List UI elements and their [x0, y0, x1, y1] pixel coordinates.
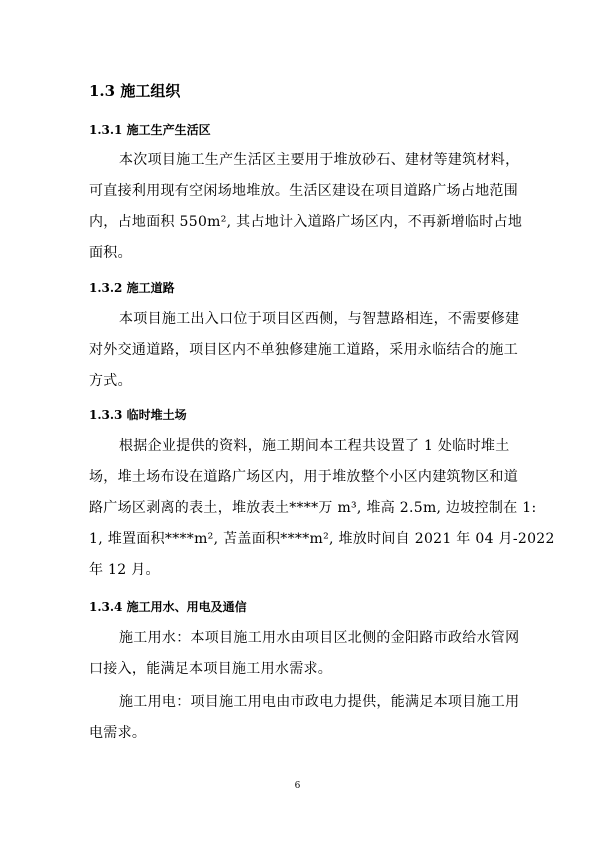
paragraph-line: 可直接利用现有空闲场地堆放。生活区建设在项目道路广场占地范围 [89, 183, 518, 199]
subsection-heading-road: 1.3.2 施工道路 [89, 281, 175, 295]
page-number: 6 [294, 781, 301, 791]
paragraph-line: 面积。 [89, 245, 132, 261]
paragraph-line: 1, 堆置面积****m², 苫盖面积****m², 堆放时间自 2021 年 04 月-2022 [89, 531, 555, 547]
section-heading: 1.3 施工组织 [89, 82, 181, 100]
paragraph-line: 本次项目施工生产生活区主要用于堆放砂石、建材等建筑材料， [119, 152, 520, 168]
paragraph-line: 年 12 月。 [89, 562, 160, 578]
paragraph-line: 内，占地面积 550m², 其占地计入道路广场区内，不再新增临时占地 [89, 214, 523, 230]
paragraph-line: 方式。 [89, 373, 132, 389]
subsection-heading-living-area: 1.3.1 施工生产生活区 [89, 123, 211, 137]
paragraph-line: 电需求。 [89, 725, 147, 741]
paragraph-line: 根据企业提供的资料，施工期间本工程共设置了 1 处临时堆土 [119, 438, 510, 454]
paragraph-line: 场，堆土场布设在道路广场区内，用于堆放整个小区内建筑物区和道 [89, 469, 518, 485]
subsection-heading-soil-site: 1.3.3 临时堆土场 [89, 408, 187, 422]
paragraph-line: 路广场区剥离的表土，堆放表土****万 m³, 堆高 2.5m, 边坡控制在 1: [89, 500, 537, 516]
subsection-heading-utilities: 1.3.4 施工用水、用电及通信 [89, 600, 247, 614]
paragraph-line: 施工用水：本项目施工用水由项目区北侧的金阳路市政给水管网 [119, 630, 520, 646]
paragraph-line: 施工用电：项目施工用电由市政电力提供，能满足本项目施工用 [119, 694, 520, 710]
paragraph-line: 本项目施工出入口位于项目区西侧，与智慧路相连，不需要修建 [119, 311, 520, 327]
paragraph-line: 口接入，能满足本项目施工用水需求。 [89, 661, 333, 677]
paragraph-line: 对外交通道路，项目区内不单独修建施工道路，采用永临结合的施工 [89, 342, 518, 358]
